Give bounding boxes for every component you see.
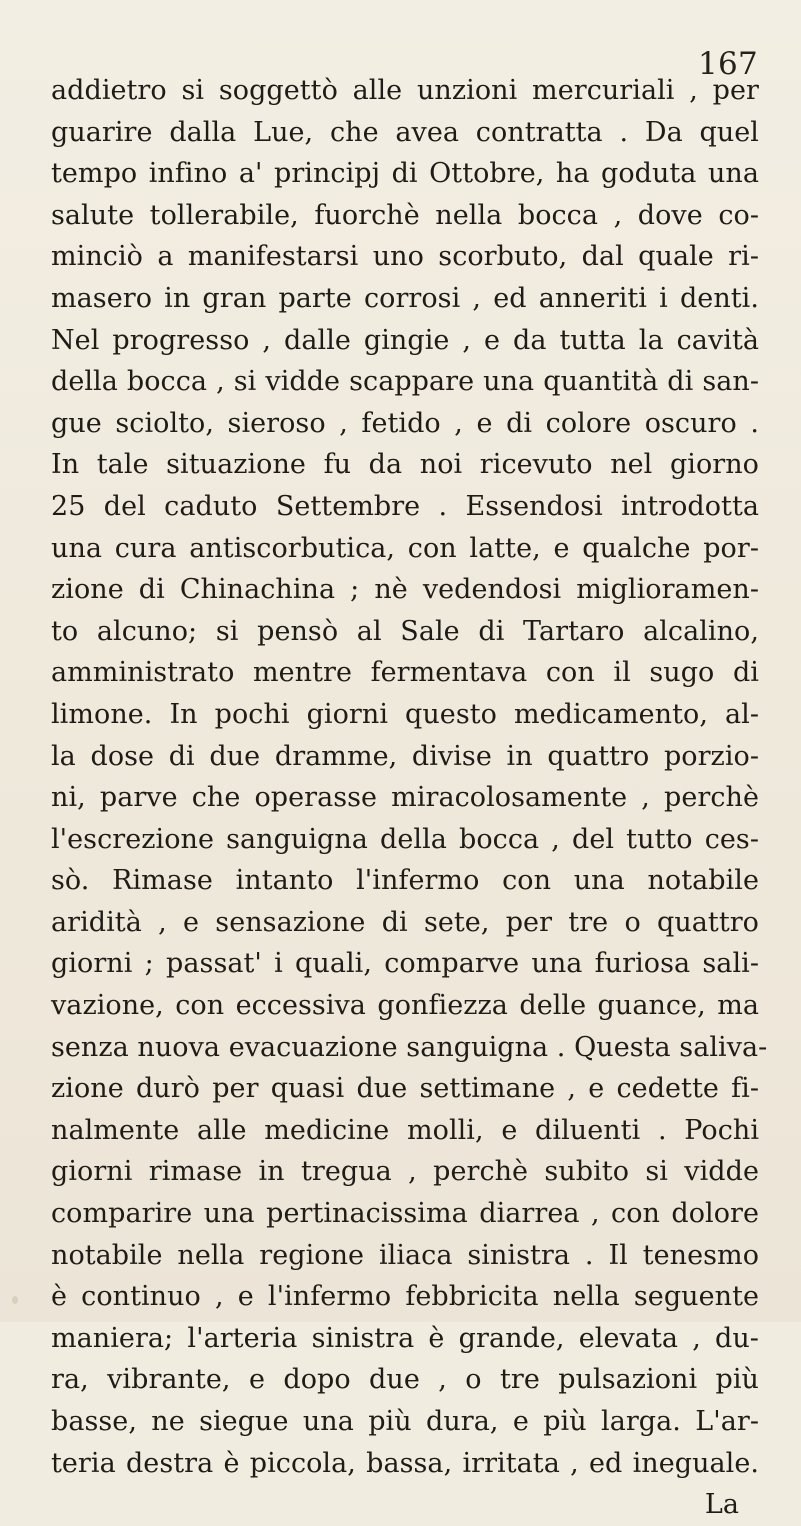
text-line: minciò a manifestarsi uno scorbuto, dal quale ri-	[51, 241, 759, 273]
text-line: zione di Chinachina ; nè vedendosi miglioramen-	[51, 574, 759, 606]
text-line: Nel progresso , dalle gingie , e da tutta la cavità	[51, 324, 759, 356]
text-line: tempo infino a' principj di Ottobre, ha goduta una	[51, 158, 759, 190]
text-line: maniera; l'arteria sinistra è grande, elevata , du-	[51, 1322, 759, 1354]
text-line: comparire una pertinacissima diarrea , con dolore	[51, 1198, 759, 1230]
text-line: della bocca , si vidde scappare una quantità di san-	[51, 366, 759, 398]
text-line: l'escrezione sanguigna della bocca , del tutto ces-	[51, 823, 759, 855]
text-line: zione durò per quasi due settimane , e cedette fi-	[51, 1073, 759, 1105]
body-text	[51, 70, 768, 1526]
text-line: to alcuno; si pensò al Sale di Tartaro alcalino,	[51, 615, 759, 647]
text-line: la dose di due dramme, divise in quattro porzio-	[51, 740, 759, 772]
text-line: sò. Rimase intanto l'infermo con una notabile	[51, 865, 759, 897]
paper-spot	[12, 1296, 18, 1304]
text-line: è continuo , e l'infermo febbricita nella seguente	[51, 1281, 759, 1313]
text-line: giorni rimase in tregua , perchè subito si vidde	[51, 1156, 759, 1188]
text-line: teria destra è piccola, bassa, irritata , ed ineguale.	[51, 1447, 759, 1479]
text-line: addietro si soggettò alle unzioni mercuriali , per	[51, 75, 759, 106]
text-line: ni, parve che operasse miracolosamente , perchè	[51, 782, 759, 814]
text-line: salute tollerabile, fuorchè nella bocca , dove co-	[51, 199, 759, 231]
text-line: aridità , e sensazione di sete, per tre o quattro	[51, 906, 759, 938]
text-line: basse, ne siegue una più dura, e più larga. L'ar-	[51, 1406, 759, 1437]
text-line: limone. In pochi giorni questo medicamento, al-	[51, 698, 759, 730]
text-line: ra, vibrante, e dopo due , o tre pulsazioni più	[51, 1364, 759, 1396]
text-line: gue sciolto, sieroso , fetido , e di colore oscuro .	[51, 407, 759, 439]
page-number: 167	[698, 46, 759, 82]
text-line: masero in gran parte corrosi , ed anneriti i denti.	[51, 282, 759, 314]
text-line: 25 del caduto Settembre . Essendosi introdotta	[51, 490, 759, 522]
text-line: notabile nella regione iliaca sinistra . Il tenesmo	[51, 1239, 759, 1271]
text-line: In tale situazione fu da noi ricevuto nel giorno	[51, 449, 759, 481]
catchword: La	[704, 1489, 739, 1521]
text-line: giorni ; passat' i quali, comparve una furiosa sali-	[51, 948, 759, 980]
text-line: vazione, con eccessiva gonfiezza delle guance, ma	[51, 990, 759, 1022]
text-line: amministrato mentre fermentava con il sugo di	[51, 657, 759, 689]
text-line: nalmente alle medicine molli, e diluenti . Pochi	[51, 1114, 759, 1146]
text-line: una cura antiscorbutica, con latte, e qualche por-	[51, 532, 759, 564]
text-line: senza nuova evacuazione sanguigna . Questa saliva-	[51, 1031, 768, 1063]
text-line: guarire dalla Lue, che avea contratta . Da quel	[51, 116, 759, 148]
